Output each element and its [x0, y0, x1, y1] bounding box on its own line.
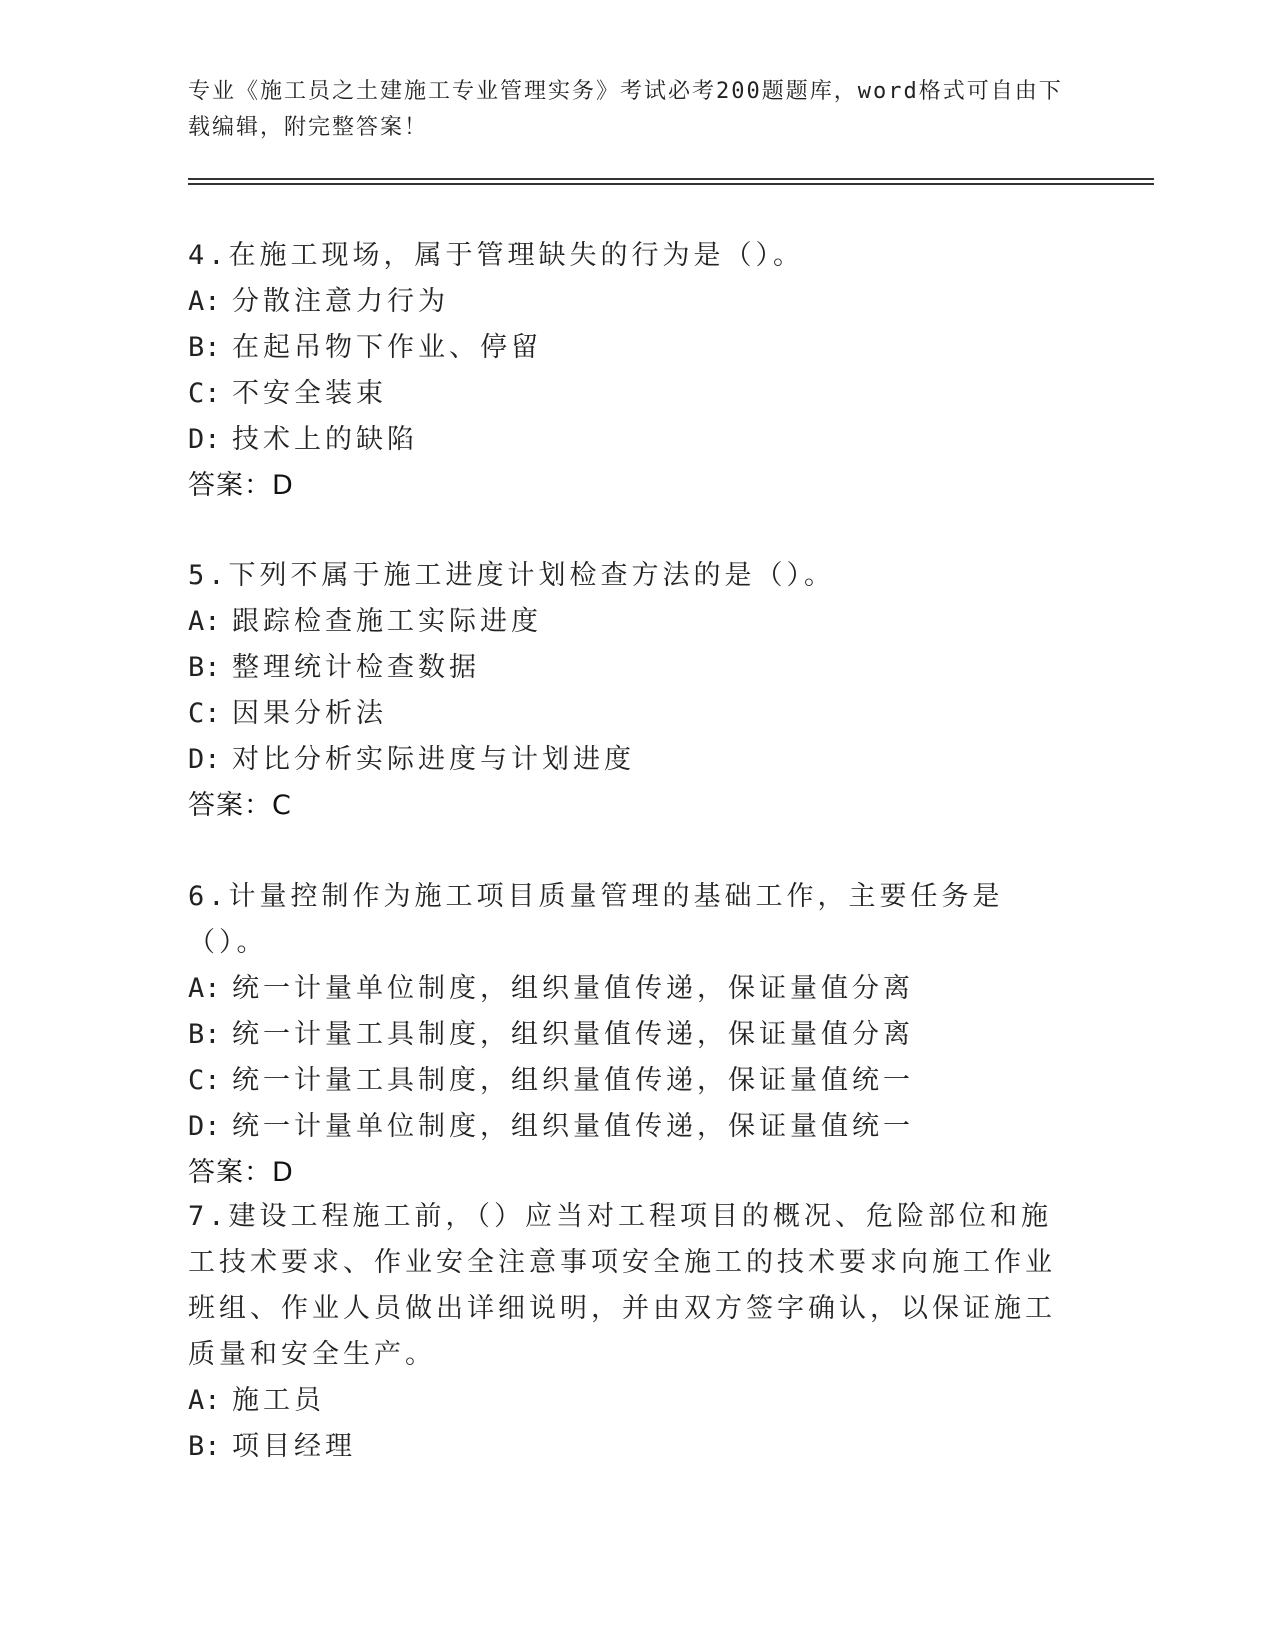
- question-7: [188, 1194, 1068, 1470]
- option-text: 统一计量工具制度，组织量值传递，保证量值统一: [232, 1065, 914, 1096]
- option-key: B:: [188, 652, 221, 683]
- answer: 答案：C: [188, 790, 292, 821]
- option-b: [188, 645, 1068, 691]
- option-key: D:: [188, 424, 221, 455]
- option-key: B:: [188, 1019, 221, 1050]
- option-c: [188, 691, 1068, 737]
- option-key: D:: [188, 1111, 221, 1142]
- question-stem: 5.下列不属于施工进度计划检查方法的是（）。: [188, 560, 836, 591]
- option-text: 施工员: [232, 1385, 325, 1416]
- option-a: [188, 279, 1068, 325]
- option-key: A:: [188, 606, 221, 637]
- option-key: C:: [188, 1065, 221, 1096]
- option-text: 统一计量单位制度，组织量值传递，保证量值统一: [232, 1111, 914, 1142]
- question-4: [188, 233, 1068, 509]
- option-d: [188, 737, 1068, 783]
- option-b: [188, 1424, 1068, 1470]
- option-b: [188, 1012, 1068, 1058]
- option-text: 项目经理: [232, 1431, 356, 1462]
- option-a: [188, 1378, 1068, 1424]
- option-c: [188, 371, 1068, 417]
- option-text: 因果分析法: [232, 698, 387, 729]
- option-text: 在起吊物下作业、停留: [232, 332, 542, 363]
- question-6: [188, 874, 1068, 1196]
- question-stem: 6.计量控制作为施工项目质量管理的基础工作，主要任务是（）。: [188, 881, 1004, 958]
- option-d: [188, 1104, 1068, 1150]
- option-text: 跟踪检查施工实际进度: [232, 606, 542, 637]
- option-text: 技术上的缺陷: [232, 424, 418, 455]
- question-5: [188, 553, 1068, 829]
- option-key: B:: [188, 332, 221, 363]
- header-divider-bottom: [188, 183, 1154, 185]
- question-stem: 4.在施工现场，属于管理缺失的行为是（）。: [188, 240, 805, 271]
- answer: 答案：D: [188, 1157, 294, 1188]
- option-text: 整理统计检查数据: [232, 652, 480, 683]
- option-key: C:: [188, 378, 221, 409]
- document-header: 专业《施工员之土建施工专业管理实务》考试必考200题题库，word格式可自由下载编辑，附完整答案！: [188, 79, 1063, 140]
- option-text: 不安全装束: [232, 378, 387, 409]
- option-c: [188, 1058, 1068, 1104]
- option-text: 统一计量工具制度，组织量值传递，保证量值分离: [232, 1019, 914, 1050]
- option-text: 统一计量单位制度，组织量值传递，保证量值分离: [232, 973, 914, 1004]
- option-key: A:: [188, 286, 221, 317]
- option-key: A:: [188, 973, 221, 1004]
- option-a: [188, 599, 1068, 645]
- option-text: 对比分析实际进度与计划进度: [232, 744, 635, 775]
- option-d: [188, 417, 1068, 463]
- option-b: [188, 325, 1068, 371]
- option-key: D:: [188, 744, 221, 775]
- option-text: 分散注意力行为: [232, 286, 449, 317]
- option-key: C:: [188, 698, 221, 729]
- header-divider-top: [188, 178, 1154, 180]
- question-stem: 7.建设工程施工前，（）应当对工程项目的概况、危险部位和施工技术要求、作业安全注意事项安全施工的技术要求向施工作业班组、作业人员做出详细说明，并由双方签字确认，以保证施工质量和安全生产。: [188, 1201, 1056, 1370]
- answer: 答案：D: [188, 470, 294, 501]
- option-key: B:: [188, 1431, 221, 1462]
- option-key: A:: [188, 1385, 221, 1416]
- option-a: [188, 966, 1068, 1012]
